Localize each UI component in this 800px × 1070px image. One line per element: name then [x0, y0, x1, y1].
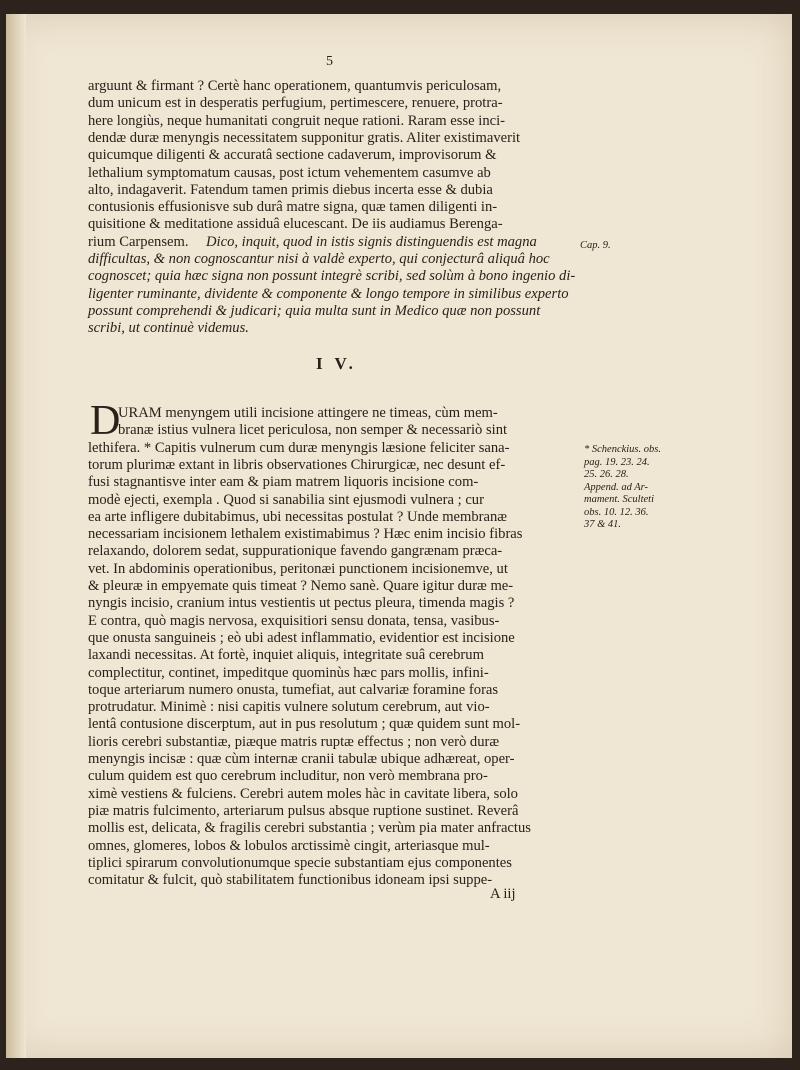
para1-line: quisitione & meditatione assiduâ elucescant. De iis audiamus Berenga- [88, 216, 503, 233]
para2-line: tiplici spirarum convolutionumque specie substantiam ejus componentes [88, 854, 512, 871]
para2-line: menyngis incisæ : quæ cùm internæ cranii tabulæ ubique adhæreat, oper- [88, 751, 515, 767]
para2-line: ximè vestiens & fulciens. Cerebri autem moles hàc in cavitate libera, solo [88, 785, 518, 802]
para2-line: lethifera. * Capitis vulnerum cum duræ menyngis læsione feliciter sana- [88, 439, 510, 456]
para2-line: omnes, glomeres, lobos & lobulos arctissimè cingit, arteriasque mul- [88, 837, 490, 854]
signature-mark: A iij [490, 886, 516, 902]
margin-note-line: Append. ad Ar- [584, 481, 649, 493]
margin-note-line: 25. 26. 28. [584, 469, 629, 480]
para2-line: torum plurimæ extant in libris observationes Chirurgicæ, nec desunt ef- [88, 456, 506, 473]
para2-line: relaxando, dolorem sedat, suppurationique favendo gangrænam præca- [88, 543, 503, 560]
para2-line: modè ejecti, exempla . Quod si sanabilia sint ejusmodi vulnera ; cur [88, 491, 484, 508]
para2-line: lentâ contusione discerptum, aut in pus resolutum ; quæ quidem sunt mol- [88, 716, 521, 733]
para2-line: mollis est, delicata, & fragilis cerebri substantia ; verùm pia mater anfractus [88, 820, 531, 837]
para2-line: URAM menyngem utili incisione attingere ne timeas, cùm mem- [118, 405, 498, 421]
para2-line: necessariam incisionem lethalem existimabimus ? Hæc enim incisio fibras [88, 526, 523, 543]
para1-line: contusionis effusionisve sub durâ matre signa, quæ tamen diligenti in- [88, 199, 498, 216]
para1-italic-line: difficultas, & non cognoscantur nisi à valdè experto, qui conjecturâ aliquâ hoc [88, 251, 550, 267]
para2-line: lioris cerebri substantiæ, piæque matris ruptæ effectus ; non verò duræ [88, 733, 500, 750]
margin-note-line: pag. 19. 23. 24. [584, 456, 650, 468]
para2-line: comitatur & fulcit, quò stabilitatem functionibus idoneam ipsi suppe- [88, 872, 493, 889]
paragraph-1 [88, 78, 588, 358]
paragraph-2 [88, 405, 588, 889]
para2-line: E contra, quò magis nervosa, exquisitiori sensu donata, tensa, vasibus- [88, 612, 500, 629]
para2-line: protrudatur. Minimè : nisi capitis vulnere solutum cerebrum, aut vio- [88, 699, 490, 716]
para1-italic-line: ligenter ruminante, dividente & componente & longo tempore in similibus experto [88, 285, 569, 302]
para2-line: toque arteriarum numero onusta, tumefiat, aut calvariæ foramine foras [88, 681, 499, 698]
para2-line: que onusta sanguineis ; eò ubi adest inflammatio, evidentior est incisione [88, 629, 515, 646]
para1-line: lethalium symptomatum causas, post ictum vehementem casumve ab [88, 164, 491, 181]
para2-line: nyngis incisio, cranium intus vestientis ut pectus pleura, timenda magis ? [88, 595, 515, 612]
para2-line: branæ istius vulnera licet periculosa, non semper & necessariò sint [118, 422, 508, 439]
para2-line: & pleuræ in empyemate quis timeat ? Nemo sanè. Quare igitur duræ me- [88, 578, 514, 594]
para1-line: alto, indagaverit. Fatendum tamen primis diebus incerta esse & dubia [88, 181, 493, 198]
para2-line: piæ matris fulcimento, arteriarum pulsus absque ruptione sustinet. Reverâ [88, 802, 519, 819]
para1-italic-line: cognoscet; quia hæc signa non possunt integrè scribi, sed solùm à bono ingenio di- [88, 268, 576, 285]
page-number: 5 [326, 54, 333, 69]
para2-line: culum quidem est quo cerebrum includitur, non verò membrana pro- [88, 768, 488, 785]
para1-line: here longiùs, neque humanitati congruit neque rationi. Raram esse inci- [88, 112, 506, 129]
margin-note-line: mament. Sculteti [584, 494, 654, 505]
para1-italic-line: Dico, inquit, quod in istis signis distinguendis est magna [206, 233, 537, 250]
para2-line: vet. In abdominis operationibus, peritonæi punctionem incisionemve, ut [88, 560, 508, 577]
para1-line: arguunt & firmant ? Certè hanc operationem, quantumvis periculosam, [88, 78, 502, 94]
para2-line: ea arte infligere dubitabimus, ubi necessitas postulat ? Unde membranæ [88, 508, 508, 525]
margin-note-schenck [584, 444, 704, 534]
para2-line: fusi stagnantisve inter eam & piam matrem liquoris incisione com- [88, 474, 479, 491]
para1-line: dum unicum est in desperatis perfugium, pertimescere, renuere, protra- [88, 95, 503, 112]
page-gutter [6, 14, 26, 1058]
para2-line: complectitur, continet, impeditque quominùs hæc pars mollis, infini- [88, 664, 489, 681]
para1-line: rium Carpensem. [88, 233, 189, 250]
para1-line: dendæ duræ menyngis necessitatem supponitur gratis. Aliter existimaverit [88, 129, 521, 146]
para1-italic-line: scribi, ut continuè videmus. [88, 320, 249, 337]
drop-cap: D [90, 398, 121, 444]
margin-note-line: * Schenckius. obs. [584, 444, 661, 455]
para1-line: quicumque diligenti & accuratâ sectione cadaverum, improvisorum & [88, 147, 497, 164]
section-heading: I V. [316, 354, 357, 373]
para1-italic-line: possunt comprehendi & judicari; quia multa sunt in Medico quæ non possunt [88, 302, 541, 319]
margin-note-cap: Cap. 9. [580, 240, 611, 251]
para2-line: laxandi necessitas. At fortè, inquiet aliquis, integritate suâ cerebrum [88, 647, 484, 664]
margin-note-line: 37 & 41. [584, 519, 622, 530]
margin-note-line: obs. 10. 12. 36. [584, 506, 649, 518]
